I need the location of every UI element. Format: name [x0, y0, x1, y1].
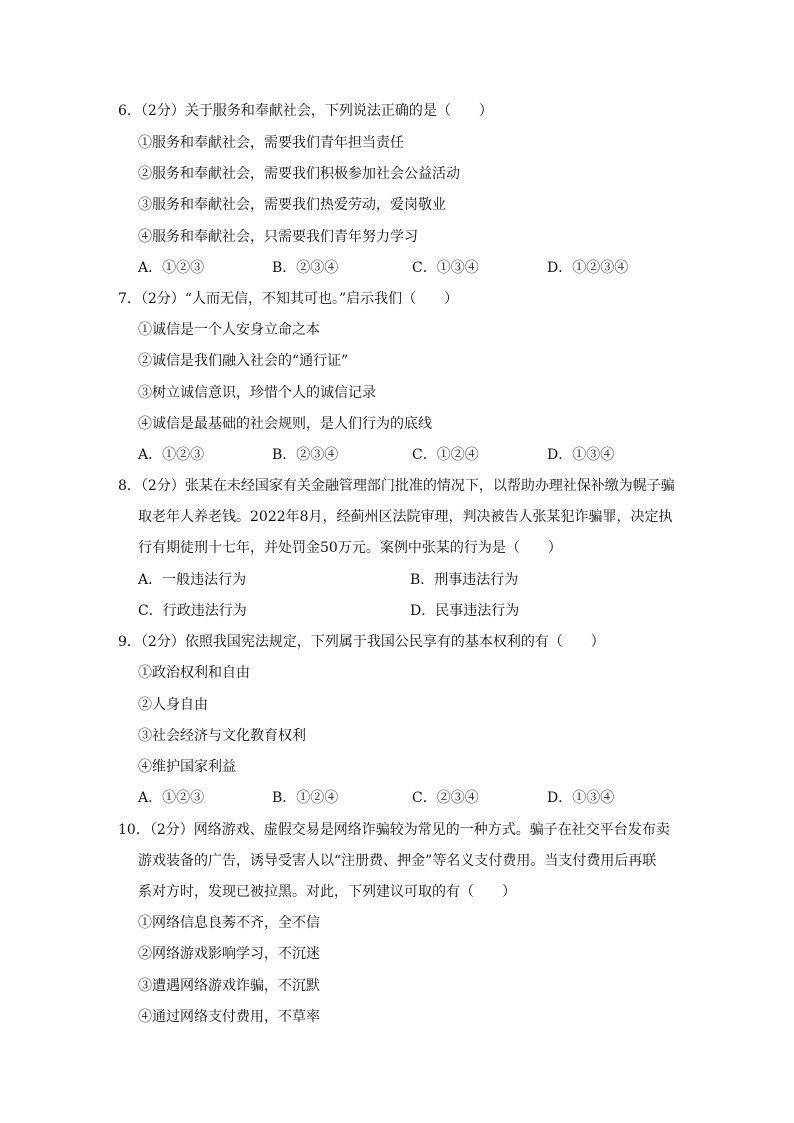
question-8-stem-line-1: 8．（2分）张某在未经国家有关金融管理部门批准的情况下，以帮助办理社保补缴为幌子骗 [118, 478, 675, 494]
question-10-option-1: ①网络信息良莠不齐，全不信 [138, 915, 320, 931]
question-7-choice-b: B．②③④ [272, 447, 339, 463]
question-10-stem-line-1: 10．（2分）网络游戏、虚假交易是网络诈骗较为常见的一种方式。骗子在社交平台发布卖 [118, 822, 670, 838]
question-7-option-1: ①诚信是一个人安身立命之本 [138, 322, 320, 338]
question-9-option-4: ④维护国家利益 [138, 759, 236, 775]
question-6-option-3: ③服务和奉献社会，需要我们热爱劳动，爱岗敬业 [138, 197, 446, 213]
question-9-choice-d: D．①③④ [547, 790, 615, 806]
question-10-stem-line-2: 游戏装备的广告，诱导受害人以“注册费、押金”等名义支付费用。当支付费用后再联 [138, 853, 657, 869]
question-7-option-4: ④诚信是最基础的社会规则，是人们行为的底线 [138, 416, 432, 432]
question-6-stem: 6．（2分）关于服务和奉献社会，下列说法正确的是（ ） [118, 103, 493, 119]
question-6-option-1: ①服务和奉献社会，需要我们青年担当责任 [138, 135, 404, 151]
question-7-choice-c: C．①②④ [412, 447, 479, 463]
question-7-choice-a: A．①②③ [138, 447, 205, 463]
question-9-stem: 9．（2分）依照我国宪法规定，下列属于我国公民享有的基本权利的有（ ） [118, 634, 605, 650]
question-10-option-2: ②网络游戏影响学习，不沉迷 [138, 946, 320, 962]
question-6-choice-b: B．②③④ [272, 260, 339, 276]
question-8-choice-c: C．行政违法行为 [138, 603, 247, 619]
question-6-choice-a: A．①②③ [138, 260, 205, 276]
question-9-option-3: ③社会经济与文化教育权利 [138, 728, 306, 744]
question-6-choice-c: C．①③④ [412, 260, 479, 276]
question-8-choice-d: D．民事违法行为 [410, 603, 520, 619]
question-10-option-4: ④通过网络支付费用，不草率 [138, 1009, 320, 1025]
question-10-option-3: ③遭遇网络游戏诈骗，不沉默 [138, 978, 320, 994]
question-6-option-4: ④服务和奉献社会，只需要我们青年努力学习 [138, 229, 418, 245]
question-9-choice-a: A．①②③ [138, 790, 205, 806]
question-7-option-2: ②诚信是我们融入社会的“通行证” [138, 353, 349, 369]
question-8-choice-b: B．刑事违法行为 [410, 572, 519, 588]
question-9-option-1: ①政治权利和自由 [138, 665, 250, 681]
question-8-stem-line-3: 行有期徒刑十七年，并处罚金50万元。案例中张某的行为是（ ） [138, 540, 562, 556]
question-9-choice-c: C．②③④ [412, 790, 479, 806]
question-7-stem: 7．（2分）“人而无信，不知其可也。”启示我们（ ） [118, 291, 459, 307]
question-8-choice-a: A．一般违法行为 [138, 572, 247, 588]
question-6-option-2: ②服务和奉献社会，需要我们积极参加社会公益活动 [138, 166, 460, 182]
question-8-stem-line-2: 取老年人养老钱。2022年8月，经蓟州区法院审理，判决被告人张某犯诈骗罪，决定执 [138, 509, 673, 525]
question-7-option-3: ③树立诚信意识，珍惜个人的诚信记录 [138, 385, 376, 401]
question-6-choice-d: D．①②③④ [547, 260, 629, 276]
question-10-stem-line-3: 系对方时，发现已被拉黑。对此，下列建议可取的有（ ） [138, 884, 516, 900]
question-9-option-2: ②人身自由 [138, 697, 208, 713]
question-9-choice-b: B．①②④ [272, 790, 339, 806]
question-7-choice-d: D．①③④ [547, 447, 615, 463]
